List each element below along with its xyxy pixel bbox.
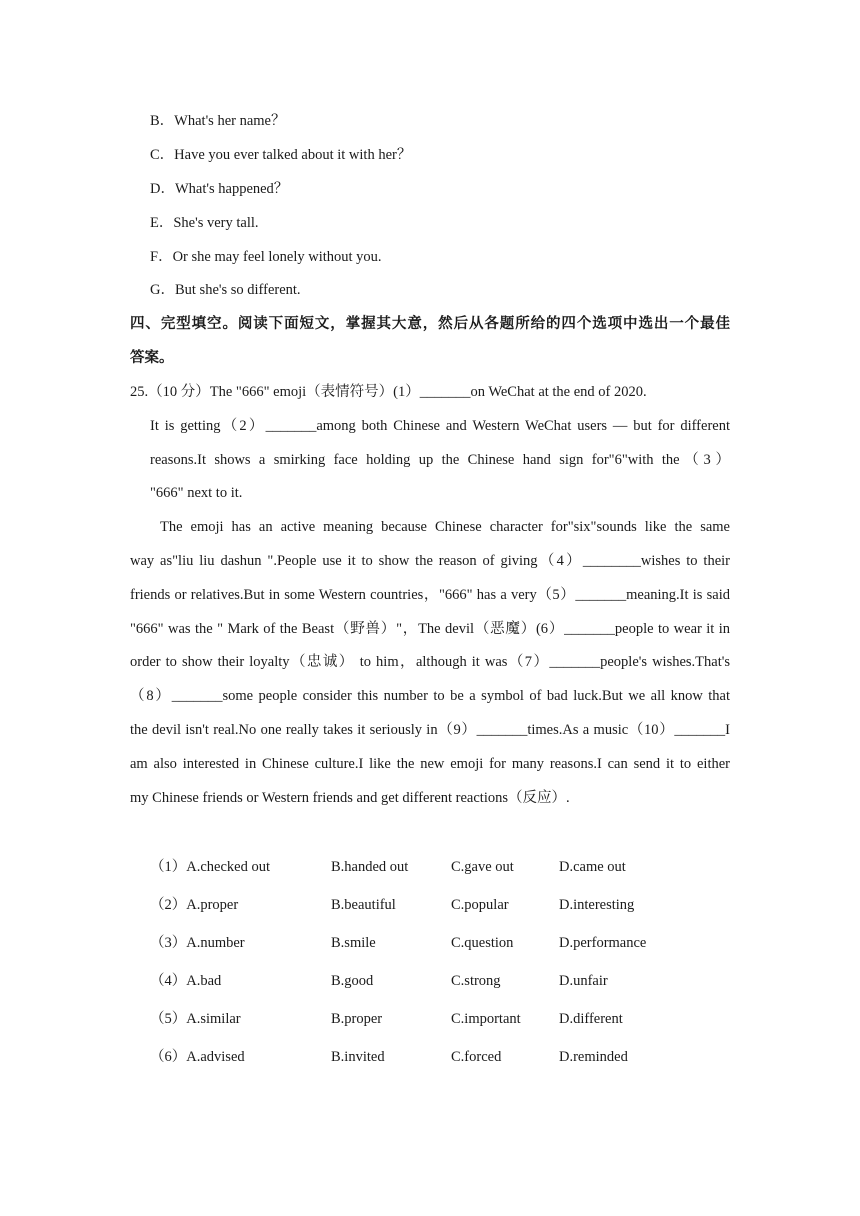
- question-choice-d: D.came out: [559, 859, 626, 875]
- question-choice-b: B.handed out: [331, 859, 409, 875]
- question-choice-d: D.different: [559, 1011, 623, 1027]
- passage-line-11: the devil isn't real.No one really takes it seriously in（9）_______times.As a music（10）_______I: [130, 722, 730, 738]
- question-choice-a: （1）A.checked out: [150, 859, 270, 875]
- question-choice-c: C.forced: [451, 1049, 502, 1065]
- question-choice-c: C.question: [451, 935, 514, 951]
- option-c: C．Have you ever talked about it with her？: [150, 147, 412, 163]
- question-choice-d: D.interesting: [559, 897, 635, 913]
- question-choice-a: （2）A.proper: [150, 897, 239, 913]
- question-choice-d: D.performance: [559, 935, 647, 951]
- question-choice-d: D.reminded: [559, 1049, 628, 1065]
- question-choice-a: （3）A.number: [150, 935, 245, 951]
- question-choice-a: （6）A.advised: [150, 1049, 245, 1065]
- passage-line-12: am also interested in Chinese culture.I like the new emoji for many reasons.I can send it to either: [130, 756, 730, 772]
- option-e: E．She's very tall.: [150, 215, 259, 231]
- question-choice-c: C.strong: [451, 973, 501, 989]
- question-choice-b: B.proper: [331, 1011, 383, 1027]
- option-b: B．What's her name？: [150, 113, 286, 129]
- question-choice-a: （4）A.bad: [150, 973, 222, 989]
- question-choice-c: C.popular: [451, 897, 509, 913]
- passage-line-10: （8）_______some people consider this number to be a symbol of bad luck.But we all know that: [130, 688, 730, 704]
- passage-line-13: my Chinese friends or Western friends and get different reactions（反应）.: [130, 790, 570, 806]
- passage-line-7: friends or relatives.But in some Western countries，"666" has a very（5）_______meaning.It is said: [130, 587, 730, 603]
- passage-line-9: order to show their loyalty（忠诚） to him，although it was（7）_______people's wishes.That's: [130, 654, 730, 670]
- option-d: D．What's happened？: [150, 181, 289, 197]
- question-choice-b: B.invited: [331, 1049, 385, 1065]
- option-f: F．Or she may feel lonely without you.: [150, 249, 382, 265]
- question-choice-b: B.beautiful: [331, 897, 396, 913]
- question-choice-d: D.unfair: [559, 973, 608, 989]
- section-heading-line2: 答案。: [130, 350, 174, 366]
- passage-line-1: 25.（10 分）The "666" emoji（表情符号）(1）_______on WeChat at the end of 2020.: [130, 384, 647, 400]
- passage-line-2: It is getting（2）_______among both Chinese and Western WeChat users — but for different: [150, 418, 730, 434]
- question-choice-c: C.gave out: [451, 859, 514, 875]
- passage-line-3: reasons.It shows a smirking face holding up the Chinese hand sign for"6"with the（3）: [150, 452, 730, 468]
- question-choice-b: B.good: [331, 973, 374, 989]
- passage-line-8: "666" was the " Mark of the Beast（野兽）"，The devil（恶魔）(6）_______people to wear it in: [130, 621, 730, 637]
- question-choice-c: C.important: [451, 1011, 521, 1027]
- passage-line-4: "666" next to it.: [150, 485, 243, 501]
- passage-line-5: The emoji has an active meaning because Chinese character for"six"sounds like the same: [160, 519, 730, 535]
- question-choice-b: B.smile: [331, 935, 376, 951]
- option-g: G．But she's so different.: [150, 282, 301, 298]
- question-choice-a: （5）A.similar: [150, 1011, 241, 1027]
- passage-line-6: way as"liu liu dashun ".People use it to show the reason of giving（4）________wishes to their: [130, 553, 730, 569]
- section-heading-line1: 四、完型填空。阅读下面短文，掌握其大意，然后从各题所给的四个选项中选出一个最佳: [130, 316, 730, 332]
